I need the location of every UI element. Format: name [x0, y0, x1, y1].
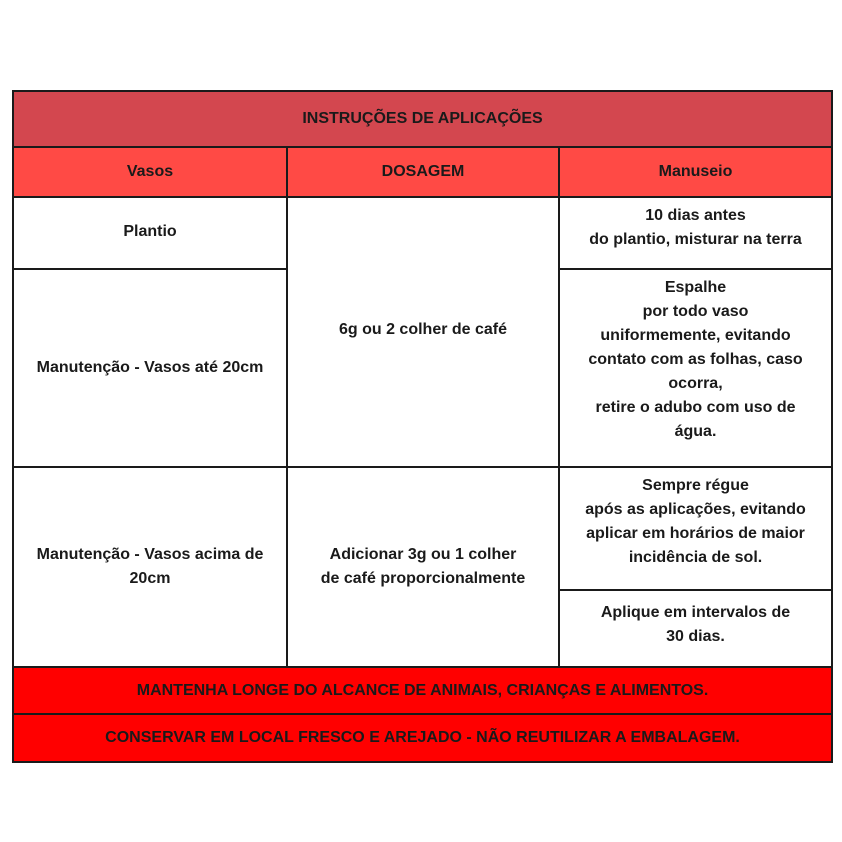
- manuseio-cell: [559, 269, 832, 468]
- manuseio-line: após as aplicações, evitando: [585, 501, 806, 519]
- dosagem-cell: [287, 467, 559, 667]
- table-title: INSTRUÇÕES DE APLICAÇÕES: [13, 91, 832, 147]
- manuseio-cell: [559, 197, 832, 268]
- manuseio-cell: [559, 590, 832, 667]
- table-row: [13, 197, 832, 268]
- manuseio-line: ocorra,: [668, 374, 723, 392]
- vaso-cell: Manutenção - Vasos até 20cm: [13, 269, 287, 468]
- dosagem-cell: 6g ou 2 colher de café: [287, 197, 559, 467]
- dosagem-line: de café proporcionalmente: [320, 570, 526, 588]
- manuseio-line: uniformemente, evitando: [600, 326, 791, 344]
- manuseio-cell: [559, 467, 832, 590]
- manuseio-line: do plantio, misturar na terra: [589, 231, 802, 249]
- manuseio-line: 30 dias.: [666, 628, 725, 646]
- manuseio-line: Aplique em intervalos de: [600, 604, 791, 622]
- vaso-cell: Plantio: [13, 197, 287, 268]
- vaso-cell: Manutenção - Vasos acima de 20cm: [13, 467, 287, 667]
- footer-row: [13, 714, 832, 762]
- manuseio-line: retire o adubo com uso de: [595, 398, 796, 416]
- manuseio-line: incidência de sol.: [628, 549, 763, 567]
- column-header-vasos: Vasos: [13, 147, 287, 198]
- warning-storage: CONSERVAR EM LOCAL FRESCO E AREJADO - NÃO REUTILIZAR A EMBALAGEM.: [13, 714, 832, 762]
- manuseio-line: contato com as folhas, caso: [588, 350, 803, 368]
- manuseio-line: água.: [674, 422, 717, 440]
- manuseio-line: Espalhe: [664, 278, 727, 296]
- footer-row: [13, 667, 832, 715]
- table-row: [13, 467, 832, 590]
- manuseio-line: aplicar em horários de maior: [586, 525, 805, 543]
- header-row: [13, 147, 832, 198]
- column-header-dosagem: DOSAGEM: [287, 147, 559, 198]
- warning-children-animals: MANTENHA LONGE DO ALCANCE DE ANIMAIS, CRIANÇAS E ALIMENTOS.: [13, 667, 832, 715]
- title-row: [13, 91, 832, 147]
- column-header-manuseio: Manuseio: [559, 147, 832, 198]
- manuseio-line: por todo vaso: [642, 302, 749, 320]
- manuseio-line: Sempre régue: [642, 477, 749, 495]
- dosagem-line: Adicionar 3g ou 1 colher: [329, 546, 517, 564]
- manuseio-line: 10 dias antes: [645, 207, 746, 225]
- instructions-table: [12, 90, 833, 763]
